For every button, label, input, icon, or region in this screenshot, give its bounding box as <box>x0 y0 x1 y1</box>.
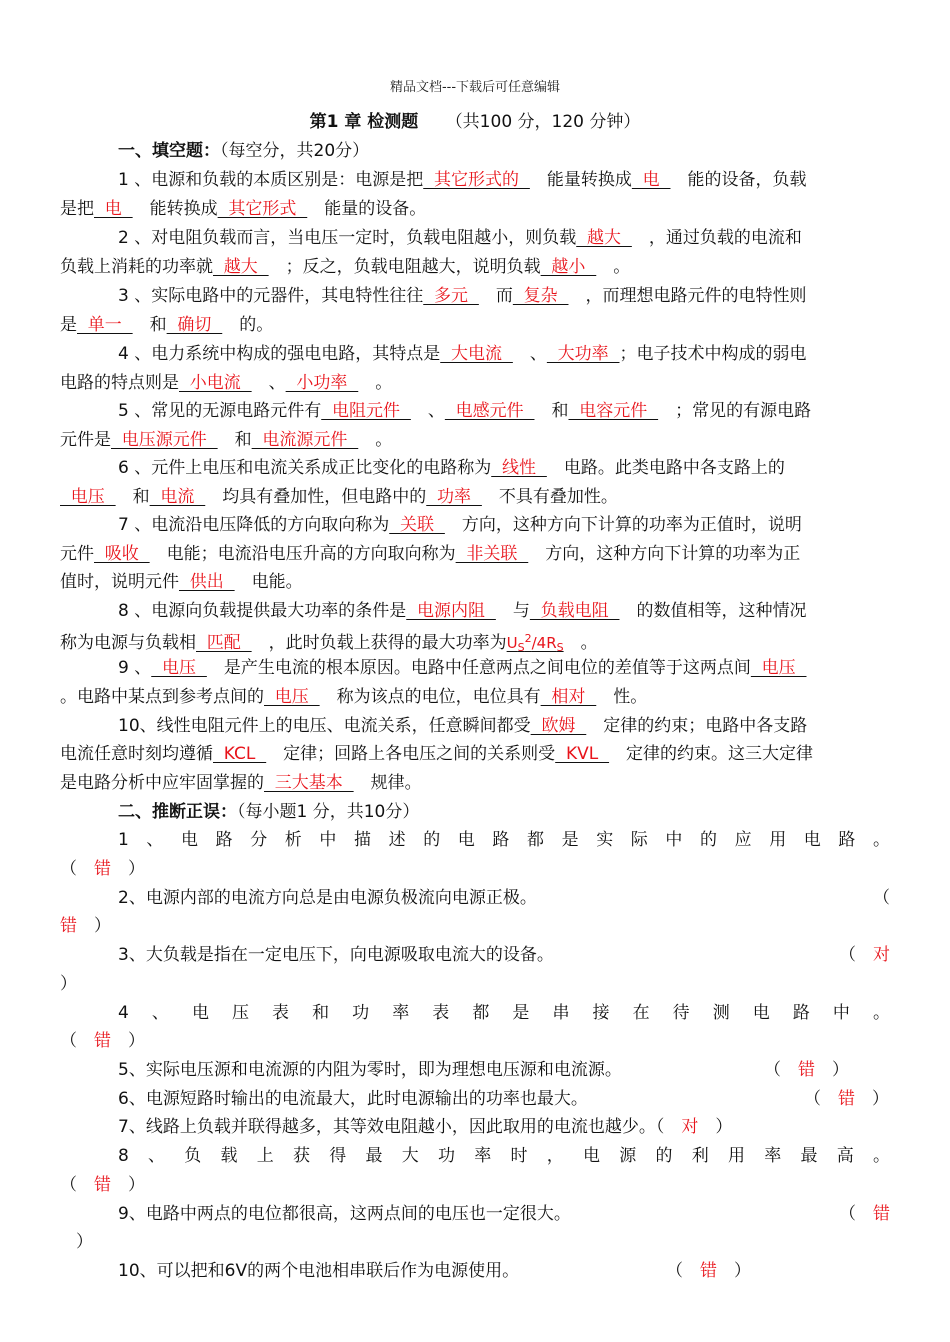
answer: 匹配 <box>196 633 252 653</box>
fill-q6-line1: 6 、元件上电压和电流关系成正比变化的电路称为 线性 电路。此类电路中各支路上的 <box>118 458 785 478</box>
answer: 电源内阻 <box>406 601 496 621</box>
answer: 电压 <box>750 658 807 678</box>
fill-q8-line1: 8 、电源向负载提供最大功率的条件是 电源内阻 与 负载电阻 的数值相等，这种情况 <box>118 601 807 621</box>
tf-q4-answer: （ 错 ） <box>60 1031 145 1051</box>
fill-q5-line2: 元件是 电压源元件 和 电流源元件 。 <box>60 430 393 450</box>
answer: 电流 <box>149 487 206 507</box>
fill-q1-line1: 1 、电源和负载的本质区别是：电源是把 其它形式的 能量转换成 电 能的设备，负载 <box>118 170 807 190</box>
fill-q8-line2: 称为电源与负载相 匹配 ，此时负载上获得的最大功率为$U_S^2/4R_S$ 。 <box>60 632 598 654</box>
answer: 小电流 <box>179 373 252 393</box>
answer: KCL <box>213 744 267 764</box>
answer: 电 <box>631 170 671 190</box>
answer: KVL <box>555 744 610 764</box>
tf-q6-text: 6、电源短路时输出的电流最大，此时电源输出的功率也最大。 （ 错 ） <box>118 1089 889 1109</box>
answer: 越小 <box>540 257 597 277</box>
answer: 关联 <box>389 515 445 535</box>
answer: 电压 <box>151 658 207 678</box>
tf-q4-text: 4、电压表和功率表都是串接在待测电路中。 <box>118 1003 890 1023</box>
section1-heading: 一、填空题： <box>118 141 220 161</box>
answer: 其它形式的 <box>423 170 530 190</box>
title-main: 第1 章 检测题 <box>309 112 419 132</box>
fill-q7-line2: 元件 吸收 电能；电流沿电压升高的方向取向称为 非关联 方向，这种方向下计算的功率为正 <box>60 544 801 564</box>
answer: 线性 <box>491 458 547 478</box>
answer: 电感元件 <box>444 401 535 421</box>
answer: 多元 <box>423 286 479 306</box>
section1-heading-line <box>118 137 948 165</box>
tf-q5-text: 5、实际电压源和电流源的内阻为零时，即为理想电压源和电流源。 （ 错 ） <box>118 1060 849 1080</box>
title-sub: （共100 分，120 分钟） <box>445 112 641 132</box>
fill-q10-line2: 电流任意时刻均遵循 KCL 定律；回路上各电压之间的关系则受 KVL 定律的约束。这三大定律 <box>60 744 814 764</box>
tf-q9-text: 9、电路中两点的电位都很高，这两点间的电压也一定很大。 （ 错 <box>118 1204 890 1224</box>
answer: 吸收 <box>94 544 150 564</box>
fill-q1-line2: 是把 电 能转换成 其它形式 能量的设备。 <box>60 199 427 219</box>
header-note: 精品文档---下载后可任意编辑 <box>389 80 561 95</box>
answer: 小功率 <box>285 373 359 393</box>
answer: 电压 <box>264 687 320 707</box>
tf-q2-answer: 错 ） <box>60 916 111 936</box>
fill-q10-line1: 10、线性电阻元件上的电压、电流关系，任意瞬间都受 欧姆 定律的约束；电路中各支路 <box>118 716 808 736</box>
fill-q7-line3: 值时，说明元件 供出 电能。 <box>60 572 303 592</box>
answer: 单一 <box>77 315 133 335</box>
section2-heading: 二、推断正误： <box>118 802 237 822</box>
tf-q8-answer: （ 错 ） <box>60 1175 145 1195</box>
answer: 大功率 <box>546 344 620 364</box>
answer: 功率 <box>426 487 482 507</box>
answer: 相对 <box>540 687 597 707</box>
tf-q2-text: 2、电源内部的电流方向总是由电源负极流向电源正极。 （ <box>118 888 890 908</box>
fill-q3-line1: 3 、实际电路中的元器件，其电特性往往 多元 而 复杂 ，而理想电路元件的电特性则 <box>118 286 807 306</box>
answer-formula: $U_S^2/4R_S$ <box>506 632 564 654</box>
fill-q5-line1: 5 、常见的无源电路元件有 电阻元件 、 电感元件 和 电容元件 ；常见的有源电路 <box>118 401 812 421</box>
answer: 大电流 <box>440 344 513 364</box>
answer: 其它形式 <box>217 199 308 219</box>
answer: 电压 <box>60 487 116 507</box>
answer: 越大 <box>576 228 632 248</box>
fill-q3-line2: 是 单一 和 确切 的。 <box>60 315 274 335</box>
answer: 欧姆 <box>530 716 587 736</box>
answer: 复杂 <box>512 286 569 306</box>
fill-q6-line2: 电压 和 电流 均具有叠加性，但电路中的 功率 不具有叠加性。 <box>60 487 618 507</box>
answer: 三大基本 <box>264 773 354 793</box>
tf-q9-answer: ） <box>76 1232 93 1252</box>
answer: 供出 <box>179 572 235 592</box>
tf-q1-answer: （ 错 ） <box>60 859 145 879</box>
answer: 电阻元件 <box>321 401 411 421</box>
page-title <box>0 107 950 132</box>
fill-q7-line1: 7 、电流沿电压降低的方向取向称为 关联 方向，这种方向下计算的功率为正值时，说明 <box>118 515 802 535</box>
tf-q8-text: 8、负载上获得最大功率时，电源的利用率最高。 <box>118 1146 890 1166</box>
tf-q10-text: 10、可以把和6V的两个电池相串联后作为电源使用。 （ 错 ） <box>118 1261 751 1281</box>
answer: 负载电阻 <box>529 601 620 621</box>
tf-q3-answer: ） <box>60 974 77 994</box>
fill-q2-line1: 2 、对电阻负载而言，当电压一定时，负载电阻越小，则负载 越大 ，通过负载的电流和 <box>118 228 802 248</box>
fill-q4-line2: 电路的特点则是 小电流 、 小功率 。 <box>60 373 393 393</box>
tf-q1-text: 1、电路分析中描述的电路都是实际中的应用电路。 <box>118 830 890 850</box>
fill-q9-line1: 9 、 电压 是产生电流的根本原因。电路中任意两点之间电位的差值等于这两点间 电压 <box>118 658 807 678</box>
tf-q7-text: 7、线路上负载并联得越多，其等效电阻越小，因此取用的电流也越少。（ 对 ） <box>118 1117 733 1137</box>
fill-q10-line3: 是电路分析中应牢固掌握的 三大基本 规律。 <box>60 773 422 793</box>
section2-heading-line <box>118 798 948 826</box>
fill-q4-line1: 4 、电力系统中构成的强电电路，其特点是 大电流 、 大功率 ；电子技术中构成的弱电 <box>118 344 807 364</box>
answer: 非关联 <box>455 544 529 564</box>
section1-note: （每空分，共20分） <box>220 141 370 161</box>
answer: 电流源元件 <box>251 430 359 450</box>
fill-q2-line2: 负载上消耗的功率就 越大 ；反之，负载电阻越大，说明负载 越小 。 <box>60 257 631 277</box>
answer: 电压源元件 <box>111 430 218 450</box>
answer: 越大 <box>213 257 269 277</box>
fill-q9-line2: 。电路中某点到参考点间的 电压 称为该点的电位，电位具有 相对 性。 <box>60 687 648 707</box>
answer: 确切 <box>166 315 223 335</box>
section2-note: （每小题1 分，共10分） <box>237 802 420 822</box>
answer: 电 <box>94 199 133 219</box>
answer: 电容元件 <box>568 401 659 421</box>
tf-q3-text: 3、大负载是指在一定电压下，向电源吸取电流大的设备。 （ 对 <box>118 945 890 965</box>
